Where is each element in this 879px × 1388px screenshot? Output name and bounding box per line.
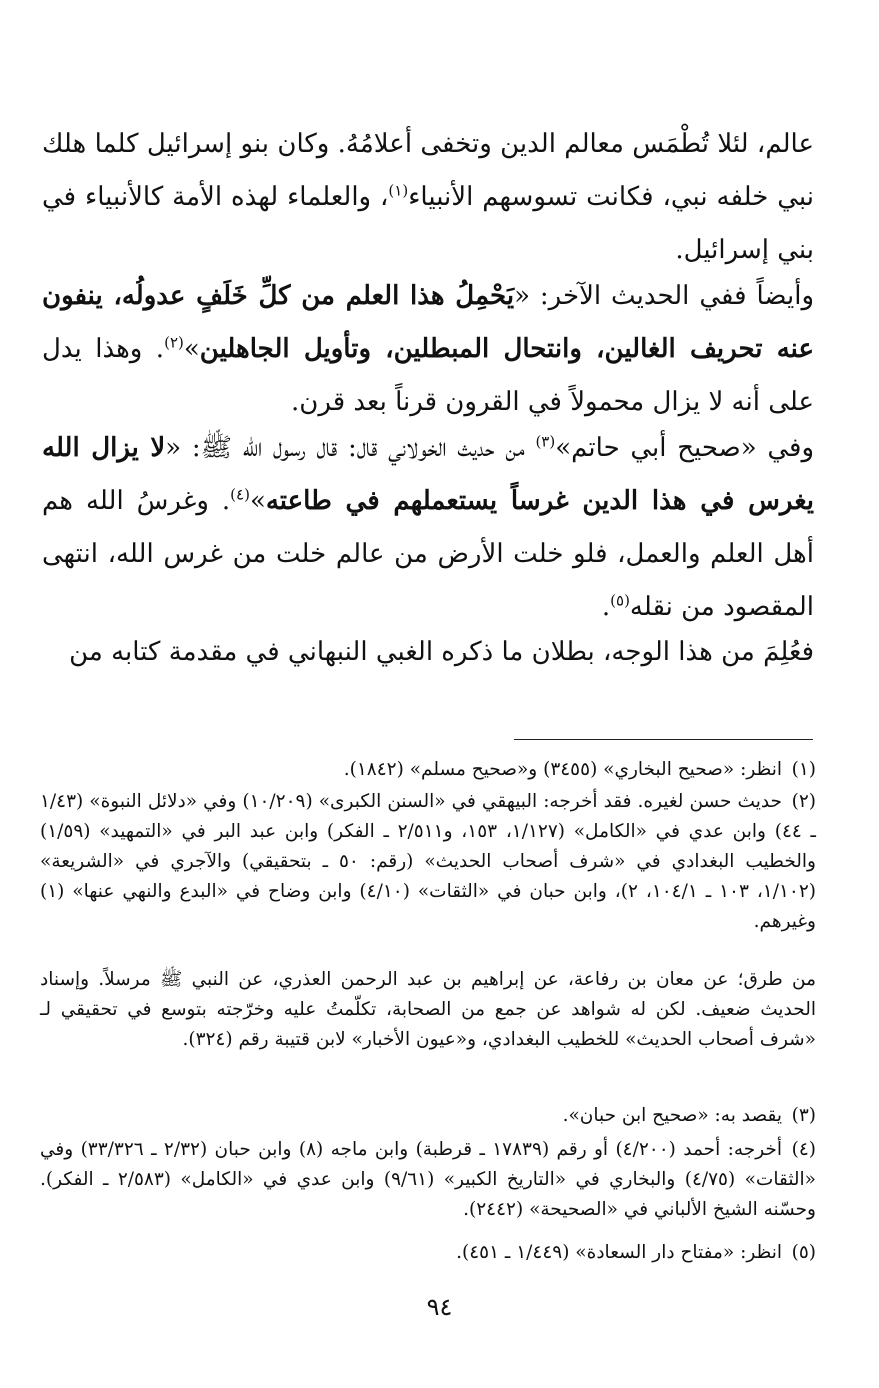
footnote-ref-5[interactable]: (٥) bbox=[610, 591, 630, 610]
footnote-divider bbox=[514, 739, 813, 740]
page-number: ٩٤ bbox=[426, 1293, 453, 1321]
paragraph-3-text: وفي «صحيح أبي حاتم» bbox=[555, 433, 815, 463]
footnote-2 bbox=[40, 787, 816, 937]
footnote-ref-4[interactable]: (٤) bbox=[230, 485, 250, 504]
paragraph-2-text-end: . وهذا يدل على أنه لا يزال محمولاً في القرون قرناً بعد قرن. bbox=[42, 334, 814, 417]
paragraph-1-text: عالم، لئلا تُطْمَس معالم الدين وتخفى أعلامُهُ. وكان بنو إسرائيل كلما هلك نبي خلفه نبي، فكانت تسوسهم الأنبياء bbox=[42, 129, 814, 212]
footnote-ref-1[interactable]: (١) bbox=[388, 181, 409, 200]
footnote-5 bbox=[40, 1238, 816, 1268]
paragraph-2-text: وأيضاً ففي الحديث الآخر: « bbox=[514, 281, 814, 311]
footnote-ref-2[interactable]: (٢) bbox=[164, 333, 184, 352]
footnote-3-text: يقصد به: «صحيح ابن حبان». bbox=[562, 1105, 782, 1126]
paragraph-1-text-end: ، والعلماء لهذه الأمة كالأنبياء في بني إسرائيل. bbox=[42, 182, 814, 265]
paragraph-3-text-2: من حديث الخولاني قال: قال رسول الله ﷺ: « bbox=[165, 433, 536, 463]
paragraph-4-text: فعُلِمَ من هذا الوجه، بطلان ما ذكره الغبي النبهاني في مقدمة كتابه من bbox=[69, 637, 814, 667]
hadith-quote-1: يَحْمِلُ هذا العلم من كلِّ خَلَفٍ عدولُه، ينفون عنه تحريف الغالين، وانتحال المبطلين، وتأويل الجاهلين bbox=[42, 281, 814, 364]
footnote-2-continued bbox=[40, 965, 816, 1055]
paragraph-1 bbox=[42, 118, 814, 277]
paragraph-4 bbox=[42, 626, 814, 679]
footnote-1-text: انظر: «صحيح البخاري» (٣٤٥٥) و«صحيح مسلم» (١٨٤٢). bbox=[343, 759, 782, 780]
footnote-2-text: حديث حسن لغيره. فقد أخرجه: البيهقي في «السنن الكبرى» (١٠/٢٠٩) وفي «دلائل النبوة» (١/٤٣ ـ ٤٤) وابن عدي في «الكامل» (١/١٢٧، ١٥٣، و٢/٥١١ ـ الفكر) وابن عبد البر في «التمهيد» (١/٥٩) والخطيب البغدادي في «شرف أصحاب الحديث» (رقم: ٥٠ ـ بتحقيقي) والآجري في «الشريعة» (١/١٠٢، ١٠٣ ـ ١٠٤/١، ٢)، وابن حبان في «الثقات» (٤/١٠) وابن وضاح في «البدع والنهي عنها» (١) وغيرهم. bbox=[40, 791, 816, 932]
footnote-ref-3[interactable]: (٣) bbox=[535, 432, 556, 451]
footnote-2-continued-text: من طرق؛ عن معان بن رفاعة، عن إبراهيم بن عبد الرحمن العذري، عن النبي ﷺ مرسلاً. وإسناد الحديث ضعيف. لكن له شواهد عن جمع من الصحابة، تكلّمتُ عليه وخرّجته بتوسع في تحقيقي لـ «شرف أصحاب الحديث» للخطيب البغدادي، و«عيون الأخبار» لابن قتيبة رقم (٣٢٤). bbox=[40, 969, 816, 1050]
hadith-quote-2: لا يزال الله يغرس في هذا الدين غرساً يستعملهم في طاعته bbox=[42, 433, 814, 516]
footnote-1 bbox=[40, 755, 816, 785]
footnote-4 bbox=[40, 1135, 816, 1225]
paragraph-3 bbox=[42, 422, 814, 634]
paragraph-2 bbox=[42, 270, 814, 429]
paragraph-3-end: . bbox=[601, 592, 611, 622]
footnote-4-number: (٤) bbox=[791, 1139, 816, 1160]
footnote-3-number: (٣) bbox=[791, 1105, 816, 1126]
footnote-5-number: (٥) bbox=[791, 1242, 816, 1263]
quote-close: » bbox=[183, 334, 200, 364]
quote-close-2: » bbox=[249, 486, 266, 516]
footnote-2-number: (٢) bbox=[791, 791, 816, 812]
footnote-4-text: أخرجه: أحمد (٤/٢٠٠) أو رقم (١٧٨٣٩ ـ قرطبة) وابن ماجه (٨) وابن حبان (٢/٣٢ ـ ٣٣/٣٢٦) وفي «الثقات» (٤/٧٥) والبخاري في «التاريخ الكبير» (٩/٦١) وابن عدي في «الكامل» (٢/٥٨٣ ـ الفكر). وحسّنه الشيخ الألباني في «الصحيحة» (٢٤٤٢). bbox=[40, 1139, 816, 1220]
paragraph-3-text-3: . وغرسُ الله هم أهل العلم والعمل، فلو خلت الأرض من عالم خلت من غرس الله، انتهى المقصود من نقله bbox=[42, 486, 814, 622]
footnote-3 bbox=[40, 1101, 816, 1131]
footnote-1-number: (١) bbox=[791, 759, 816, 780]
footnote-5-text: انظر: «مفتاح دار السعادة» (١/٤٤٩ ـ ٤٥١). bbox=[456, 1242, 782, 1263]
